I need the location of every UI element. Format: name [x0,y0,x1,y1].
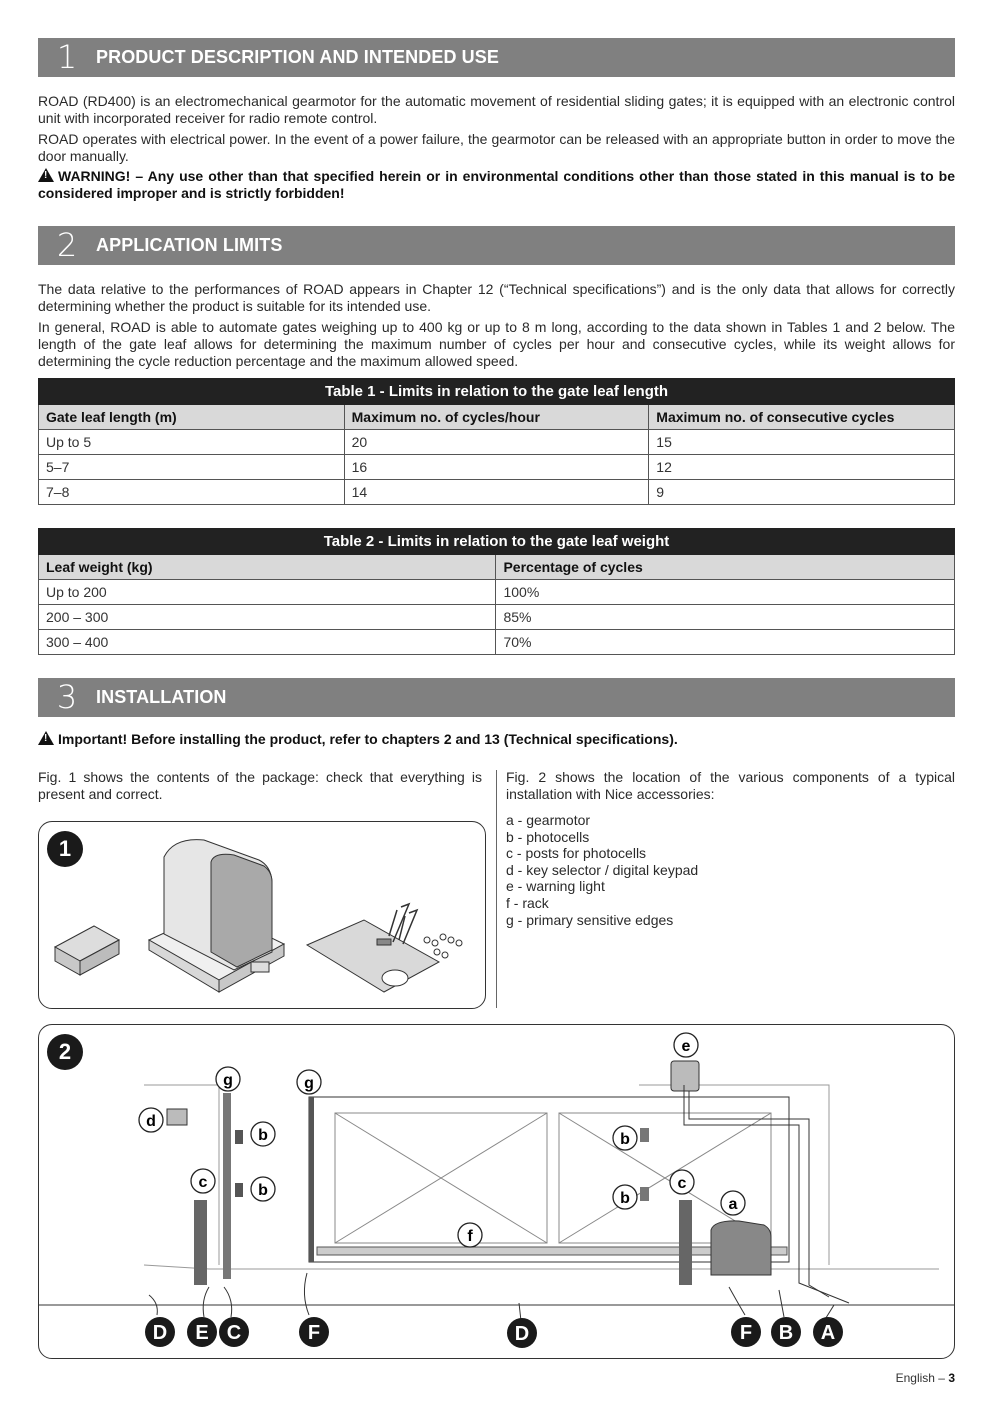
svg-text:E: E [195,1322,209,1344]
section-number: 2 [56,226,78,264]
label-c-right [670,1170,694,1194]
label-g-post [216,1067,240,1091]
table-row [39,430,955,455]
table-cell: Up to 5 [39,430,345,455]
svg-text:D: D [514,1323,530,1345]
table-cell: 20 [344,430,649,455]
svg-text:b: b [620,1190,630,1207]
label-b-bottom-right [613,1185,637,1209]
photocell-right-top [640,1128,649,1142]
list-item: a - gearmotor [506,812,591,828]
label-d [139,1108,163,1132]
svg-text:g: g [223,1072,233,1089]
photocell-post-left [194,1200,207,1285]
table-1-header: Maximum no. of cycles/hour [344,405,649,430]
cable-label-c [219,1317,249,1347]
svg-text:C: C [226,1322,242,1344]
section-1-paragraph-1: ROAD (RD400) is an electromechanical gearmotor for the automatic movement of residential sliding gates; it is equipped with an electronic control unit with incorporated receiver for radio remote control. [38,93,955,126]
svg-text:b: b [620,1131,630,1148]
svg-text:c: c [198,1174,208,1191]
table-cell: 300 – 400 [39,630,496,655]
svg-text:d: d [146,1113,156,1130]
gearmotor-drawing [711,1221,771,1275]
cable-label-d-center [507,1318,537,1348]
table-cell: 200 – 300 [39,605,496,630]
label-g-gate [297,1070,321,1094]
table-2-caption: Table 2 - Limits in relation to the gate leaf weight [39,529,955,555]
section-1-header [38,38,955,77]
sensitive-edge-post [223,1093,231,1279]
warning-icon [38,731,54,745]
table-cell: Up to 200 [39,580,496,605]
list-item: e - warning light [506,878,605,895]
svg-text:D: D [152,1322,168,1344]
label-c-left [191,1169,215,1193]
section-number: 1 [56,38,78,76]
fig-1-description: Fig. 1 shows the contents of the package: check that everything is present and correct. [38,769,482,802]
label-e [674,1033,698,1057]
photocell-post-right [679,1200,692,1285]
table-cell: 16 [344,455,649,480]
section-title: INSTALLATION [96,687,227,707]
base-plate-drawing [307,904,462,992]
section-number: 3 [56,678,78,716]
svg-text:A: A [820,1322,836,1344]
list-item: b - photocells [506,828,590,845]
table-2-header: Percentage of cycles [496,555,955,580]
svg-text:B: B [778,1322,794,1344]
table-cell: 85% [496,605,955,630]
key-selector-drawing [167,1109,187,1125]
svg-text:c: c [677,1175,687,1192]
cable-label-f-left [299,1317,329,1347]
table-1-header: Gate leaf length (m) [39,405,345,430]
section-2-paragraph-2: In general, ROAD is able to automate gates weighing up to 400 kg or up to 8 m long, according to the data shown in Tables 1 and 2 below. The length of the gate leaf allows for determining the maximum number of cycles per hour and consecutive cycles, while its weight allows for determining the cycle reduction percentage and the maximum allowed speed. [38,319,955,369]
gearmotor-drawing [149,840,284,992]
table-row [39,605,955,630]
list-item: f - rack [506,894,549,911]
figure-2 [38,1024,955,1359]
table-row [39,480,955,505]
label-b-top-left [251,1122,275,1146]
section-title: APPLICATION LIMITS [96,235,283,255]
photocell-left-bottom [235,1183,243,1197]
section-2-paragraph-1: The data relative to the performances of ROAD appears in Chapter 12 (“Technical specifications”) and is the only data that allows for correctly determining whether the product is suitable for its intended use. [38,281,955,314]
cable-label-e [187,1317,217,1347]
cable-labels [145,1317,843,1348]
figure-badge: 1 [47,831,83,867]
svg-text:b: b [258,1127,268,1144]
sensitive-edge-gate [309,1097,314,1262]
list-item: c - posts for photocells [506,845,647,862]
table-1-caption: Table 1 - Limits in relation to the gate leaf length [39,379,955,405]
section-title: PRODUCT DESCRIPTION AND INTENDED USE [96,47,499,67]
photocell-left-top [235,1130,243,1144]
list-item: g - primary sensitive edges [506,911,674,928]
important-paragraph [38,731,955,748]
table-cell: 9 [649,480,955,505]
fig-2-description: Fig. 2 shows the location of the various components of a typical installation with Nice accessories: [506,769,955,802]
section-2-header [38,226,955,265]
table-2-header: Leaf weight (kg) [39,555,496,580]
table-1 [38,378,955,505]
table-2 [38,528,955,655]
svg-text:f: f [467,1228,473,1245]
table-cell: 5–7 [39,455,345,480]
list-item: d - key selector / digital keypad [506,861,699,878]
label-b-bottom-left [251,1177,275,1201]
label-a [721,1191,745,1215]
table-cell: 15 [649,430,955,455]
table-cell: 7–8 [39,480,345,505]
page-footer [896,1371,955,1385]
warning-light-drawing [671,1061,699,1091]
warning-text: WARNING! – Any use other than that specified herein or in environmental conditions other than those stated in this manual is to be considered improper and is strictly forbidden! [38,168,955,201]
svg-text:e: e [681,1038,691,1055]
table-1-header: Maximum no. of consecutive cycles [649,405,955,430]
important-text: Important! Before installing the product, refer to chapters 2 and 13 (Technical specifications). [58,731,678,747]
component-list [506,812,698,928]
installation-diagram [39,1025,955,1359]
table-row [39,455,955,480]
cable-label-a [813,1317,843,1347]
table-cell: 12 [649,455,955,480]
section-1-paragraph-2: ROAD operates with electrical power. In the event of a power failure, the gearmotor can be released with an appropriate button in order to move the door manually. [38,131,955,164]
table-row [39,630,955,655]
warning-paragraph [38,168,955,202]
column-divider [496,770,497,1008]
cable-label-f-right [731,1317,761,1347]
svg-text:g: g [304,1075,314,1092]
cable-label-b [771,1317,801,1347]
svg-text:F: F [739,1322,753,1344]
label-f [458,1223,482,1247]
page-number: 3 [948,1371,955,1385]
svg-text:a: a [728,1196,738,1213]
table-cell: 100% [496,580,955,605]
table-row [39,580,955,605]
svg-text:b: b [258,1182,268,1199]
table-cell: 14 [344,480,649,505]
table-cell: 70% [496,630,955,655]
warning-icon [38,168,54,182]
photocell-right-bottom [640,1187,649,1201]
label-b-top-right [613,1126,637,1150]
cable-label-d-left [145,1317,175,1347]
svg-text:F: F [307,1322,321,1344]
package-contents-illustration [39,822,486,1009]
figure-1 [38,821,486,1009]
accessory-box-drawing [55,926,119,975]
figure-badge: 2 [47,1034,83,1070]
footer-language: English – [895,1371,949,1385]
section-3-header [38,678,955,717]
